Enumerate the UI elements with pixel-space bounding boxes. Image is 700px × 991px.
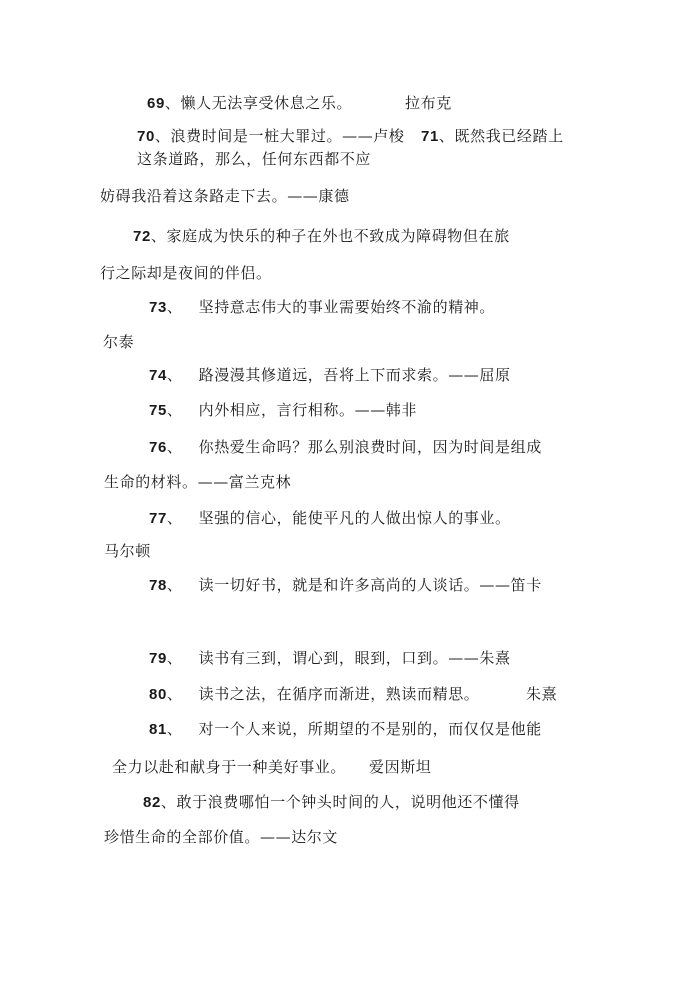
quote-separator: 、	[166, 438, 183, 456]
quote-separator: 、	[150, 227, 167, 245]
quote-number: 80	[149, 686, 167, 703]
quote-separator: 、	[166, 298, 183, 316]
quote-71-line2	[137, 149, 371, 169]
quote-text: 全力以赴和献身于一种美好事业。	[112, 758, 347, 776]
quote-author: 爱因斯坦	[369, 758, 432, 776]
quote-text: 读一切好书，就是和许多高尚的人谈话。——笛卡	[198, 576, 542, 594]
quote-separator: 、	[160, 793, 177, 811]
quote-text: 行之际却是夜间的伴侣。	[100, 264, 272, 282]
quote-69	[147, 93, 352, 114]
quote-number: 77	[149, 510, 167, 527]
quote-69-author	[405, 93, 452, 113]
quote-number: 72	[133, 228, 151, 245]
quote-number: 73	[149, 299, 167, 316]
quote-75	[149, 400, 417, 421]
quote-77	[149, 508, 511, 529]
quote-76	[149, 437, 542, 458]
quote-70	[137, 126, 405, 147]
quote-number: 79	[149, 650, 167, 667]
quote-text: 妨碍我沿着这条路走下去。——康德	[100, 187, 350, 205]
quote-80	[149, 684, 479, 705]
quote-text: 你热爱生命吗？那么别浪费时间，因为时间是组成	[198, 438, 542, 456]
quote-text: 读书之法，在循序而渐进，熟读而精思。	[198, 685, 480, 703]
quote-author: 尔泰	[103, 333, 135, 351]
quote-text: 浪费时间是一桩大罪过。——卢梭	[170, 127, 405, 145]
quote-number: 75	[149, 402, 167, 419]
quote-text: 坚强的信心，能使平凡的人做出惊人的事业。	[198, 509, 511, 527]
quote-separator: 、	[154, 127, 171, 145]
quote-number: 69	[147, 95, 165, 112]
quote-separator: 、	[166, 401, 183, 419]
quote-number: 71	[421, 128, 439, 145]
quote-81	[149, 719, 542, 740]
quote-73-author	[103, 332, 134, 352]
quote-77-author	[104, 541, 151, 561]
quote-text: 读书有三到，谓心到，眼到，口到。——朱熹	[198, 649, 511, 667]
quote-text: 珍惜生命的全部价值。——达尔文	[104, 828, 339, 846]
quote-number: 76	[149, 439, 167, 456]
quote-text: 这条道路，那么，任何东西都不应	[137, 150, 372, 168]
quote-author: 拉布克	[405, 94, 452, 112]
quote-number: 82	[143, 794, 161, 811]
quote-text: 对一个人来说，所期望的不是别的，而仅仅是他能	[198, 720, 542, 738]
quote-number: 74	[149, 367, 167, 384]
quote-text: 懒人无法享受休息之乐。	[180, 94, 353, 112]
quote-text: 敢于浪费哪怕一个钟头时间的人，说明他还不懂得	[176, 793, 520, 811]
quote-text: 路漫漫其修道远，吾将上下而求索。——屈原	[198, 366, 511, 384]
quote-separator: 、	[166, 509, 183, 527]
quote-text: 既然我已经踏上	[454, 127, 564, 145]
quote-73	[149, 297, 495, 318]
quote-71	[421, 126, 564, 147]
quote-separator: 、	[166, 649, 183, 667]
quote-number: 81	[149, 721, 167, 738]
quote-separator: 、	[438, 127, 455, 145]
quote-text: 家庭成为快乐的种子在外也不致成为障碍物但在旅	[166, 227, 510, 245]
quote-74	[149, 365, 511, 386]
quote-71-line3	[100, 186, 350, 206]
quote-81-line2	[112, 757, 346, 777]
quote-76-line2	[104, 472, 291, 492]
quote-79	[149, 648, 511, 669]
quote-78	[149, 575, 542, 596]
quote-separator: 、	[166, 576, 183, 594]
quote-text: 坚持意志伟大的事业需要始终不渝的精神。	[198, 298, 496, 316]
quote-text: 生命的材料。——富兰克林	[104, 473, 292, 491]
quote-author: 马尔顿	[104, 542, 151, 560]
quote-separator: 、	[166, 720, 183, 738]
quote-separator: 、	[164, 94, 181, 112]
quote-72-line2	[100, 263, 272, 283]
quote-separator: 、	[166, 685, 183, 703]
quote-number: 78	[149, 577, 167, 594]
quote-number: 70	[137, 128, 155, 145]
quote-81-author	[369, 757, 431, 777]
quote-separator: 、	[166, 366, 183, 384]
quote-80-author	[526, 684, 557, 704]
quote-72	[133, 226, 510, 247]
quote-author: 朱熹	[526, 685, 558, 703]
quote-82	[143, 792, 520, 813]
quote-text: 内外相应，言行相称。——韩非	[198, 401, 418, 419]
quote-82-line2	[104, 827, 338, 847]
